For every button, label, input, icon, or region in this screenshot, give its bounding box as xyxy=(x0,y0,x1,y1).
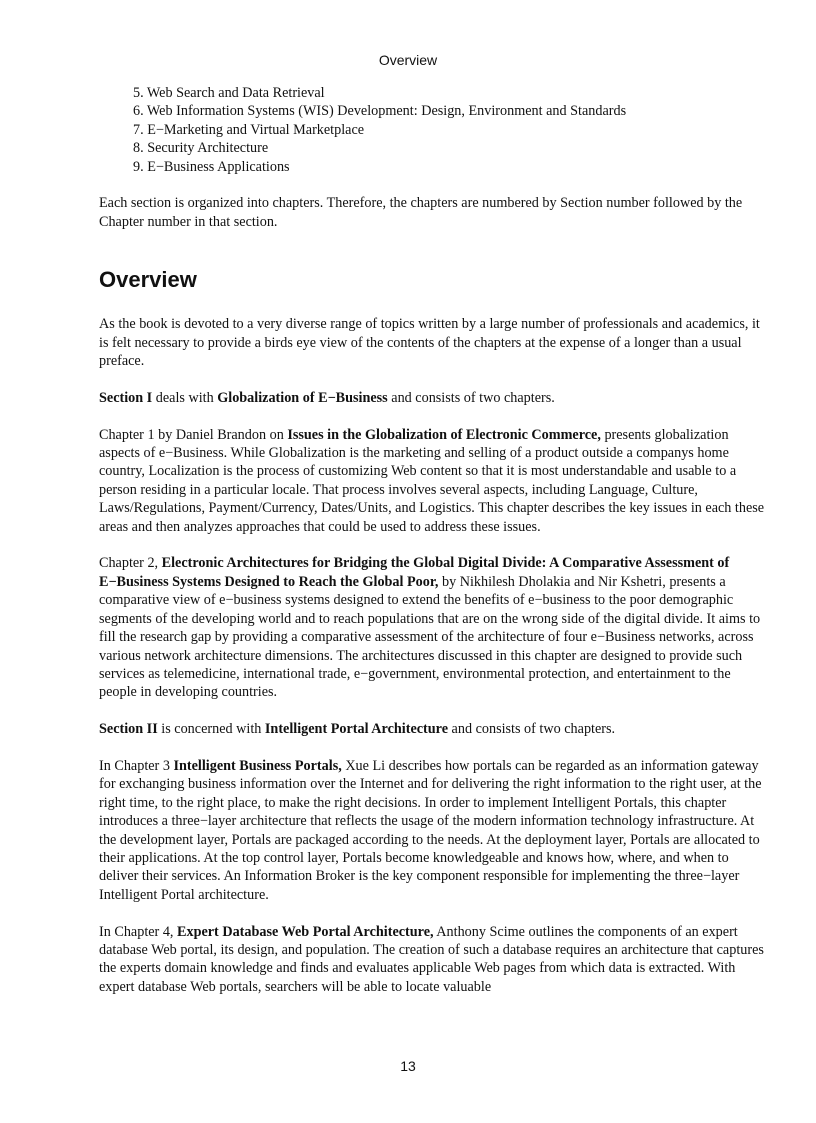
list-item: 8. Security Architecture xyxy=(133,140,269,157)
section-two-summary xyxy=(99,720,769,738)
section-one-summary xyxy=(99,389,769,407)
chapter-2-intro: Chapter 2, xyxy=(99,555,162,572)
page-body xyxy=(99,84,769,1015)
overview-heading: Overview xyxy=(99,267,197,293)
chapter-1-body: presents globalization aspects of e−Business. While Globalization is the marketing and selling of a product outside a companys home country, Localization is the process of customizing Web content so that it is most understandable and usable to a person residing in a particular locale. That process involves several aspects, including Language, Culture, Laws/Regulations, Payment/Currency, Dates/Units, and Logistics. This chapter describes the key issues in each these areas and then analyzes approaches that could be used to address these issues. xyxy=(99,426,765,535)
chapter-3-intro: In Chapter 3 xyxy=(99,757,174,774)
chapter-3-paragraph xyxy=(99,757,769,904)
section-two-end: and consists of two chapters. xyxy=(448,721,616,738)
chapter-4-paragraph xyxy=(99,923,769,997)
list-item: 5. Web Search and Data Retrieval xyxy=(133,85,325,101)
chapter-1-title: Issues in the Globalization of Electronic Commerce, xyxy=(287,426,601,443)
section-one-label: Section I xyxy=(99,389,153,406)
section-one-topic: Globalization of E−Business xyxy=(217,389,388,406)
list-item: 6. Web Information Systems (WIS) Development: Design, Environment and Standards xyxy=(133,103,627,120)
chapter-1-intro: Chapter 1 by Daniel Brandon on xyxy=(99,426,288,443)
chapter-1-paragraph xyxy=(99,426,769,536)
chapter-2-paragraph xyxy=(99,554,769,701)
spacer xyxy=(99,176,769,194)
section-two-topic: Intelligent Portal Architecture xyxy=(264,721,448,738)
section-one-mid: deals with xyxy=(152,389,218,406)
section-two-mid: is concerned with xyxy=(157,721,265,738)
list-item: 7. E−Marketing and Virtual Marketplace xyxy=(133,121,365,138)
page-number: 13 xyxy=(400,1058,416,1074)
chapter-4-intro: In Chapter 4, xyxy=(99,923,178,940)
chapter-4-title: Expert Database Web Portal Architecture, xyxy=(177,923,434,940)
intro-paragraph: Each section is organized into chapters. Therefore, the chapters are numbered by Section number followed by the Chapter number in that section. xyxy=(99,195,743,230)
section-two-label: Section II xyxy=(99,721,158,738)
section-one-end: and consists of two chapters. xyxy=(387,389,555,406)
chapter-3-title: Intelligent Business Portals, xyxy=(173,757,342,774)
section-list xyxy=(99,84,769,176)
chapter-3-body: Xue Li describes how portals can be regarded as an information gateway for exchanging business information over the Internet and for delivering the right information to the right user, at the right time, to the right place, to make the right decisions. In order to implement Intelligent Portals, this chapter introduces a three−layer architecture that reflects the usage of the modern information technology infrastructure. At the development layer, Portals are packaged according to the needs. At the deployment layer, Portals are allocated to their applications. At the top control layer, Portals become knowledgeable and knows how, where, and when to deliver their services. An Information Broker is the key component responsible for implementing the three−layer Intelligent Portal architecture. xyxy=(99,757,762,903)
running-header-title: Overview xyxy=(378,52,438,68)
chapter-2-title: Electronic Architectures for Bridging the Global Digital Divide: A Comparative Assessment of E−Business Systems Designed to Reach the Global Poor, xyxy=(99,555,730,590)
chapter-2-body: by Nikhilesh Dholakia and Nir Kshetri, presents a comparative view of e−business systems designed to extend the benefits of e−business to the poor demographic segments of the developing world and to reach populations that are on the wrong side of the digital divide. It aims to fill the research gap by providing a comparative assessment of the architecture of four e−Business networks, across various network architecture dimensions. The architectures discussed in this chapter are designed to provide such services as telemedicine, international trade, e−government, environmental protection, and entertainment to the people in developing countries. xyxy=(99,573,761,701)
list-item: 9. E−Business Applications xyxy=(133,158,290,175)
overview-paragraph: As the book is devoted to a very diverse range of topics written by a large number of professionals and academics, it is felt necessary to provide a birds eye view of the contents of the chapters at the expense of a longer than a usual preface. xyxy=(99,316,760,370)
chapter-4-body: Anthony Scime outlines the components of an expert database Web portal, its design, and population. The creation of such a database requires an architecture that captures the experts domain knowledge and finds and evaluates applicable Web pages from which data is extracted. With expert database Web portals, searchers will be able to locate valuable xyxy=(99,923,764,995)
